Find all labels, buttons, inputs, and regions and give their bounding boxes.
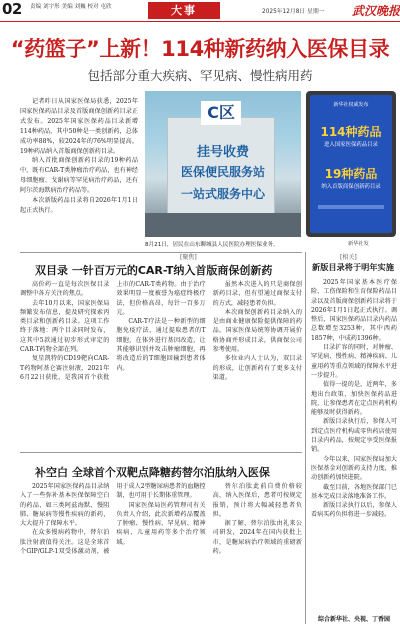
section-banner: 大事 xyxy=(148,2,220,19)
credits-line-1: 责编 刘宇彤 美编 刘巍 校对 屯欣 xyxy=(30,4,112,10)
page-headline: “药篮子”上新！114种新药纳入医保目录 xyxy=(10,37,390,61)
sidebar-byline: 综合新华社、央视、丁香园 xyxy=(318,616,391,623)
page-subhead: 包括部分重大疾病、罕见病、慢性病用药 xyxy=(87,68,313,83)
article-1-paragraph: 去年10月以来，国家医保局频繁发布信息，提及研究探索丙类目录和创新药目录。这项工作终于落地：两个目录同时发布，这其中5款通过初步形式审定的CAR-T药物全部在列。 xyxy=(20,299,110,354)
sidebar-paragraph: 截至目前，各地医保部门已基本完成目录落地准备工作。 xyxy=(311,483,397,500)
photo-caption: 8月21日，居民在山东聊城县人民医院办理医保业务。 xyxy=(145,242,279,248)
phone-stat-1-label: 进入国家医保药品目录 xyxy=(324,142,378,148)
article-1-paragraph: 本次商保创新药目录纳入的是由商业健康保险提供保障的药品，国家医保局统筹协调开展价格协商并形成目录，供商保公司参考使用。 xyxy=(212,308,302,354)
newspaper-logo: 武汉晚报 xyxy=(352,4,400,18)
credits xyxy=(30,4,112,10)
article-1-body xyxy=(20,280,302,450)
lead-paragraph-2: 纳入首批商保创新药目录的19种药品中，既有CAR-T类肿瘤治疗药品，也有神经母细胞瘤、戈谢病等罕见病治疗药品，还有阿尔茨海默病治疗药品等。 xyxy=(20,157,138,195)
phone-screen xyxy=(310,95,392,233)
sidebar-paragraph: 新版目录执行以后，参保人看病买药负担将进一步减轻。 xyxy=(311,502,397,519)
sign-registration: 挂号收费 xyxy=(196,145,249,160)
phone-stat-2: 19种药品 xyxy=(324,167,378,181)
phone-decor-bar xyxy=(318,205,384,209)
sign-service-center: 一站式服务中心 xyxy=(180,187,265,201)
sign-insurance-station: 医保便民服务站 xyxy=(180,165,265,179)
crowd-area xyxy=(145,213,301,237)
zone-sign: C区 xyxy=(201,101,241,125)
article-2-paragraph: 国家医保局医药管理司有关负责人介绍，此次新增药品覆盖了肿瘤、慢性病、罕见病、精神疾病、儿童用药等多个治疗领域。 xyxy=(116,501,206,546)
sidebar-tag: [相关] xyxy=(340,254,357,261)
sidebar-paragraph: 2025年国家基本医疗保险、工伤保险和生育保险药品目录以及首版商保创新药目录将于2026年1月1日起正式执行。调整后，国家医保药品目录内药品总数增至3253种，其中西药1857种，中成药1396种。 xyxy=(311,279,397,342)
article-1-paragraph: 虽然本次进入的只是商保创新药目录，但有望通过商保支付的方式，减轻患者负担。 xyxy=(212,281,302,307)
phone-stat-2-label: 纳入首版商保创新药目录 xyxy=(321,184,381,190)
sidebar-body xyxy=(311,278,397,612)
article-2-paragraph: 2025年国家医保药品目录纳入了一些弥补基本医保保障空白的药品，如三类阿兹海默、慢阻肺、糖尿病等慢性疾病的新药，大大提升了保障水平。 xyxy=(20,483,110,528)
divider xyxy=(20,252,302,253)
masthead xyxy=(0,0,400,22)
photo-credit: 新华社发 xyxy=(348,241,369,247)
article-1-tag: [聚焦] xyxy=(180,254,197,261)
article-1-title: 双目录 一针百万元的CAR-T纳入首版商保创新药 xyxy=(35,264,273,277)
sidebar-paragraph: 今年以来，国家医保局加大医保基金对创新药支持力度，推动创新药加快进院。 xyxy=(311,455,397,482)
lead-paragraph-3: 本次新版药品目录将自2026年1月1日起正式执行。 xyxy=(20,197,138,214)
sidebar-paragraph: 值得一提的是，近两年，多地出台政策，加快医保药品进院，让参保患者在定点医药机构能够及时获得新药。 xyxy=(311,381,397,417)
column-divider xyxy=(305,252,306,624)
issue-date: 2025年12月8日 星期一 xyxy=(262,9,325,15)
phone-stat-1: 114种药品 xyxy=(320,125,382,139)
lead-paragraph-1: 记者昨日从国家医保局获悉，2025年国家医保药品目录及首版商保创新药目录正式发布。2025年国家医保药品目录新增114种药品，其中50种是一类创新药，总体成功率88%，较2024年的76%明显提高。19种药品纳入首版商保创新药目录。 xyxy=(20,98,138,155)
sidebar-paragraph: 目录扩容的同时，对肿瘤、罕见病、慢性病、精神疾病、儿童用药等重点领域的保障水平进一步提升。 xyxy=(311,344,397,379)
article-2-body xyxy=(20,482,302,624)
sidebar-title: 新版目录将于明年实施 xyxy=(312,262,394,272)
article-2-paragraph: 据了解，替尔泊肽由礼来公司研发，2024年在国内获批上市，是糖尿病治疗领域的重磅新药。 xyxy=(212,520,302,556)
article-2-paragraph: 替尔泊肽此前自费价格较高，纳入医保后，患者可按规定报销，预计将大幅减轻患者负担。 xyxy=(212,483,302,518)
article-1-paragraph: 高价药一直是每次医保目录调整中各方关注的焦点。 xyxy=(20,281,110,298)
article-1-paragraph: 多位业内人士认为，双目录的形成，让创新药有了更多支付渠道。 xyxy=(212,355,302,381)
news-photo xyxy=(145,91,301,237)
phone-graphic xyxy=(306,91,396,237)
article-1-paragraph: CAR-T疗法是一种新型的细胞免疫疗法，通过提取患者的T细胞，在体外进行基因改造，让其能够识别并攻击肿瘤细胞，再将改造后的T细胞回输到患者体内。 xyxy=(116,318,206,372)
divider xyxy=(20,452,302,453)
article-2-title: 补空白 全球首个双靶点降糖药替尔泊肽纳入医保 xyxy=(35,466,270,479)
page-number: 02 xyxy=(2,0,22,18)
lead-paragraphs xyxy=(20,97,138,216)
article-2-paragraph: 在众多慢病药物中，替尔泊肽注射液值得关注。这是全球首个GIP/GLP-1双受体激动剂，被用于成人2型糖尿病患者的血糖控制，也可用于长期体重管理。 xyxy=(20,483,206,556)
phone-screen-header: 新华社权威发布 xyxy=(333,102,369,108)
article-1-paragraph: 复星凯特的CD19靶向CAR-T药物阿基仑赛注射液，2021年6月22日获批，是我国首个获批上市的CAR-T类药物。由于治疗效果明显一度被誉为癌症终极疗法，但价格高昂，每针一百多万元。 xyxy=(20,281,206,381)
sidebar-paragraph: 新版目录执行后，参保人可到定点医疗机构或零售药店使用目录内药品，按规定享受医保报销。 xyxy=(311,418,397,454)
